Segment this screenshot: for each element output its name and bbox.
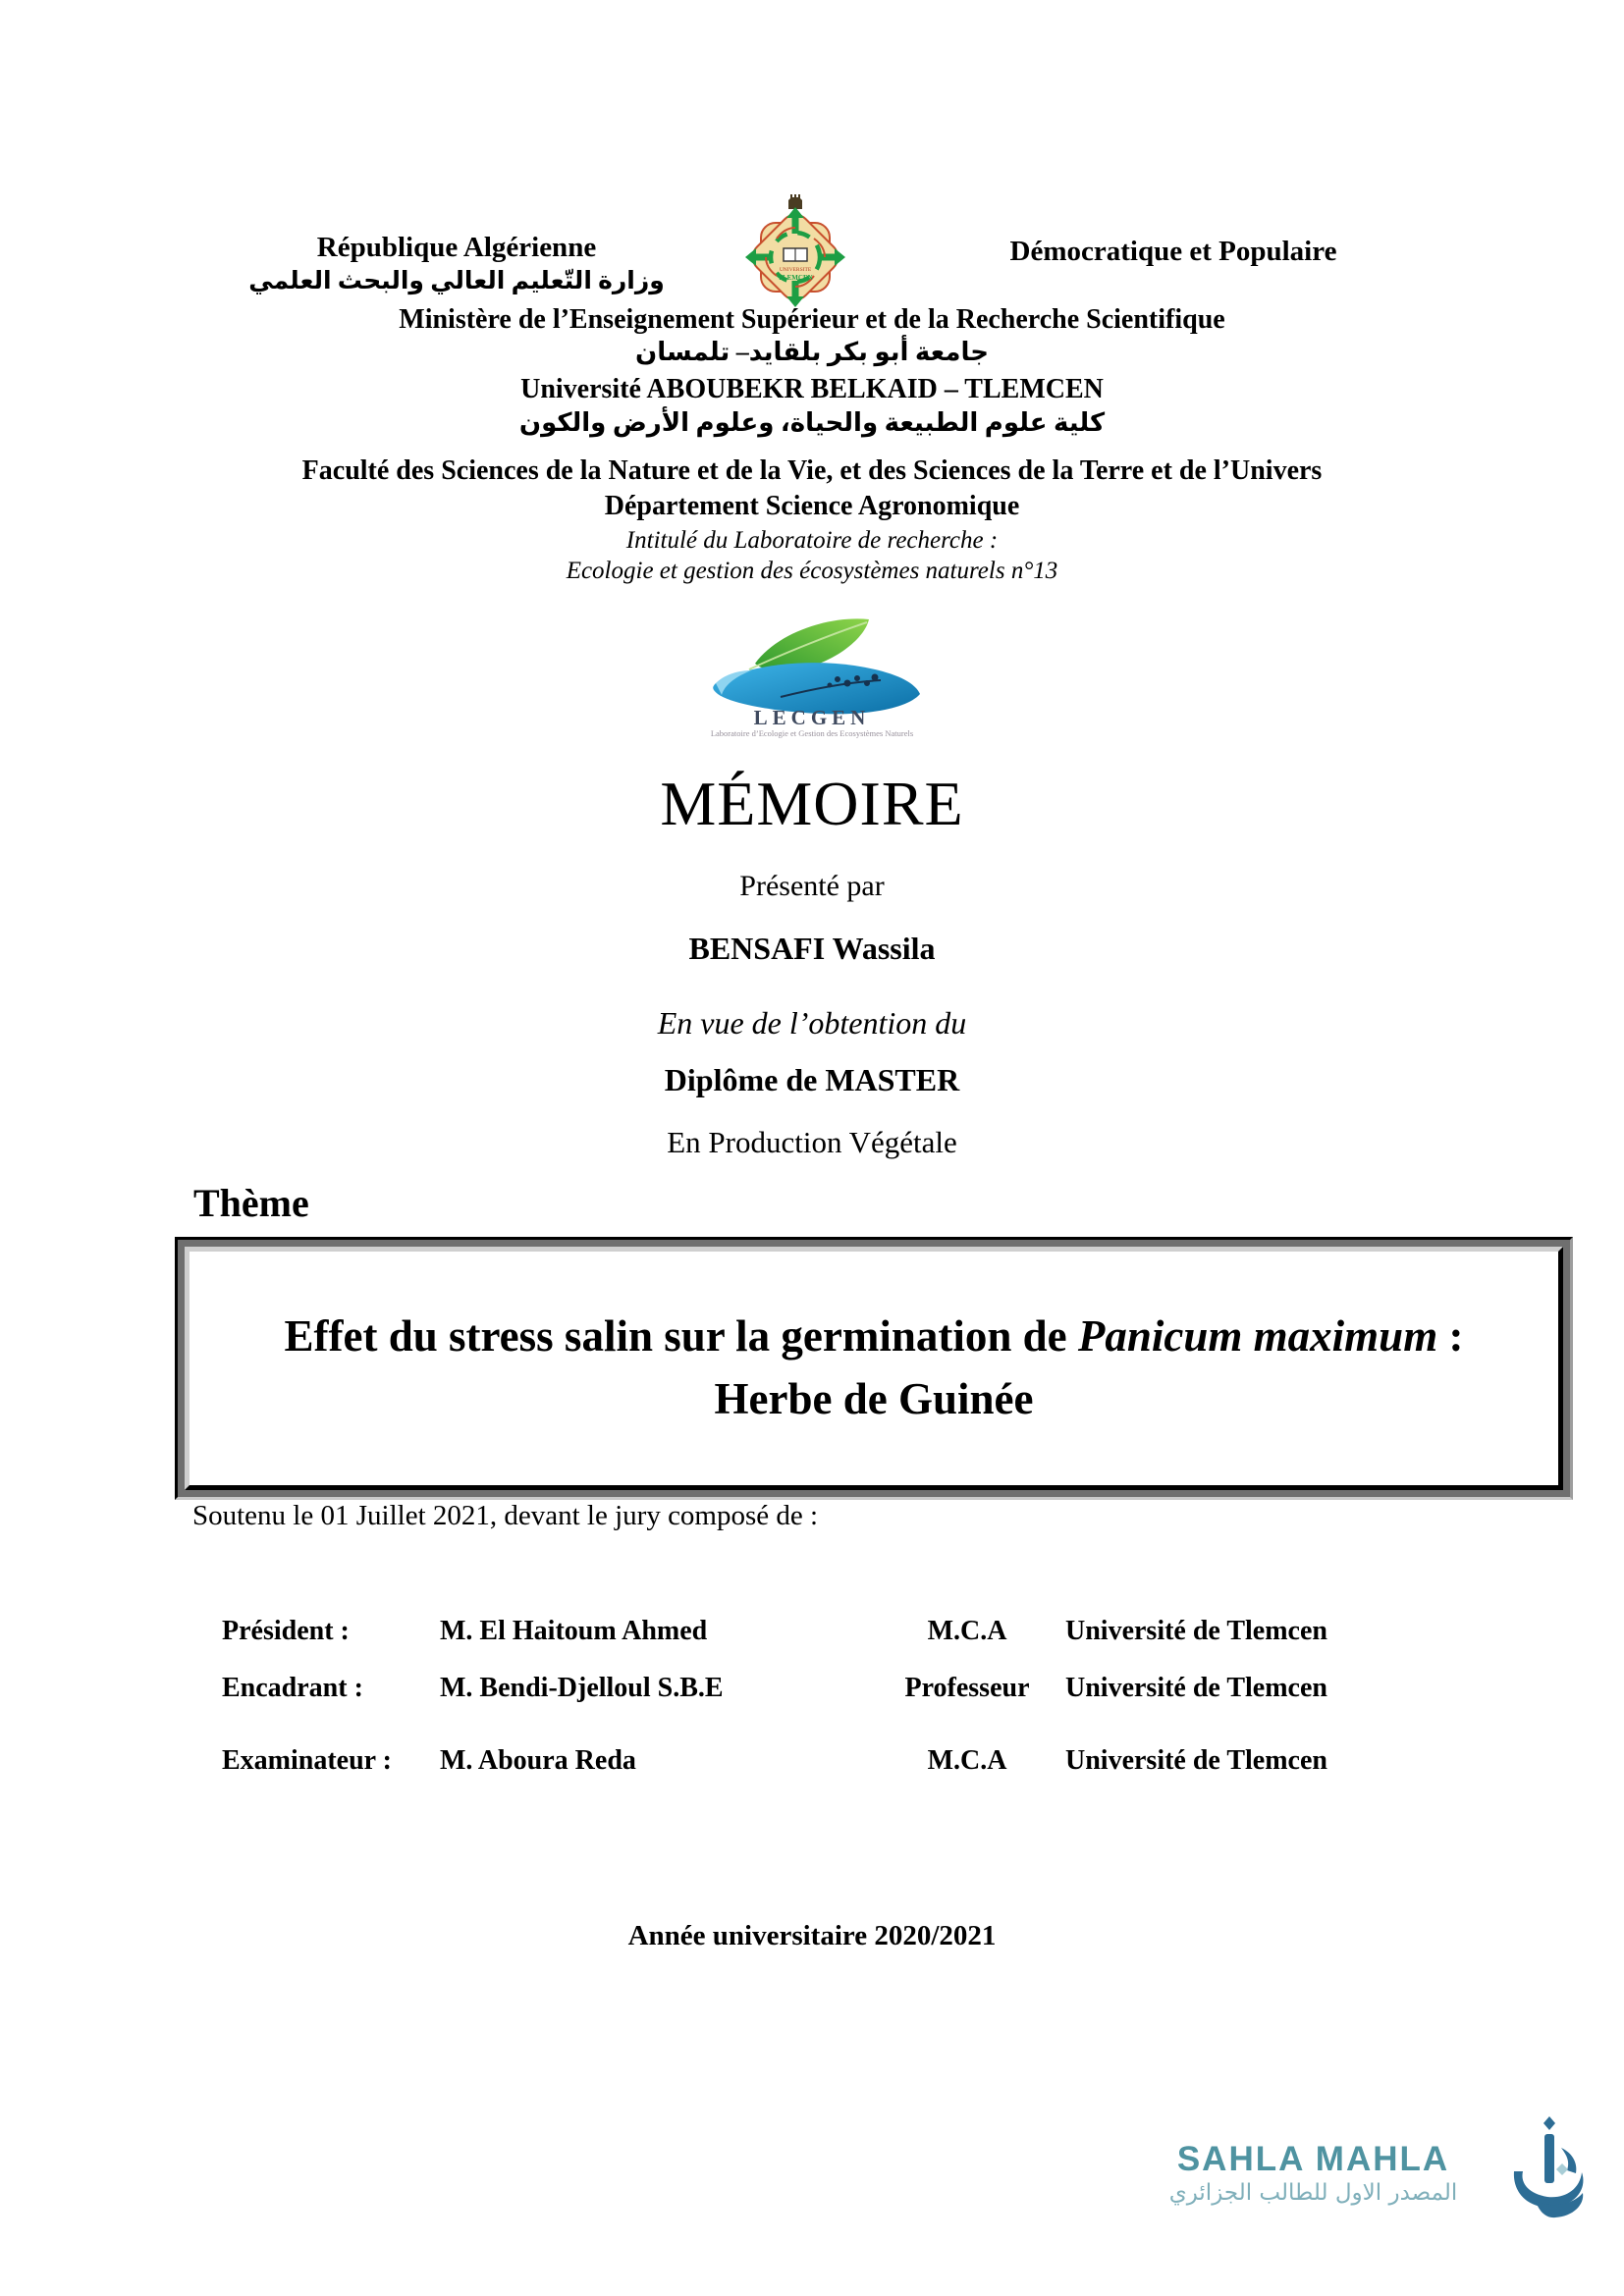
jury-name: M. El Haitoum Ahmed — [440, 1616, 708, 1646]
ministere-line: Ministère de l’Enseignement Supérieur et de la Recherche Scientifique — [399, 304, 1225, 335]
theme-box-inner — [185, 1247, 1563, 1490]
lecgen-lab-logo — [665, 611, 959, 740]
academic-year: Année universitaire 2020/2021 — [627, 1920, 997, 1951]
jury-row-encadrant — [222, 1673, 1489, 1704]
species-name: Panicum maximum — [1077, 1311, 1438, 1362]
degree-line: Diplôme de MASTER — [664, 1062, 960, 1097]
lab-name-line: Ecologie et gestion des écosystèmes naturels n°13 — [566, 558, 1058, 584]
author-name: BENSAFI Wassila — [688, 931, 936, 966]
faculty-line-arabic: كلية علوم الطبيعة والحياة، وعلوم الأرض والكون — [518, 408, 1106, 437]
jury-grade: M.C.A — [927, 1745, 1007, 1776]
university-line: Université ABOUBEKR BELKAID – TLEMCEN — [520, 374, 1104, 404]
jury-row-examinateur — [222, 1745, 1489, 1777]
sahla-mahla-calligraphy-icon — [1506, 2114, 1587, 2220]
jury-row-president — [222, 1616, 1489, 1647]
theme-label: Thème — [193, 1181, 309, 1225]
jury-role: Examinateur : — [222, 1745, 392, 1776]
jury-affiliation: Université de Tlemcen — [1065, 1745, 1327, 1776]
department-line: Département Science Agronomique — [604, 491, 1020, 521]
lab-intitule-line: Intitulé du Laboratoire de recherche : — [625, 527, 999, 554]
lecgen-tagline: Laboratoire d’Ecologie et Gestion des Ecosystèmes Naturels — [710, 728, 914, 738]
brand-tagline-arabic: المصدر الاول للطالب الجزائري — [1168, 2180, 1458, 2206]
emblem-text-tlemcen: TLEMCEN — [778, 274, 813, 282]
sahla-mahla-brand — [1119, 2140, 1507, 2206]
university-line-arabic: جامعة أبو بكر بلقايد– تلمسان — [635, 338, 989, 366]
brand-name: SAHLA MAHLA — [1176, 2140, 1450, 2178]
jury-affiliation: Université de Tlemcen — [1065, 1673, 1327, 1703]
thesis-title-line1: Effet du stress salin sur la germination de Panicum maximum : — [284, 1311, 1464, 1362]
jury-grade: M.C.A — [927, 1616, 1007, 1646]
memoire-title: MÉMOIRE — [660, 769, 964, 838]
defense-intro: Soutenu le 01 Juillet 2021, devant le jury composé de : — [192, 1500, 819, 1531]
thesis-title-line2: Herbe de Guinée — [714, 1374, 1034, 1423]
jury-role: Encadrant : — [222, 1673, 363, 1703]
ministry-line-arabic: وزارة التّعليم العالي والبحث العلمي — [248, 268, 665, 294]
university-tlemcen-emblem-icon — [722, 192, 869, 312]
jury-affiliation: Université de Tlemcen — [1065, 1616, 1327, 1646]
jury-role: Président : — [222, 1616, 350, 1646]
specialty-line: En Production Végétale — [667, 1125, 957, 1159]
democratic-line: Démocratique et Populaire — [1009, 236, 1337, 267]
header-left-block — [245, 232, 668, 295]
lecgen-acronym: LECGEN — [753, 706, 871, 729]
thesis-title-text: Effet du stress salin sur la germination de — [284, 1311, 1078, 1362]
emblem-text-universite: UNIVERSITE — [779, 267, 812, 273]
purpose-line: En vue de l’obtention du — [657, 1005, 967, 1041]
jury-name: M. Bendi-Djelloul S.B.E — [440, 1673, 724, 1703]
presented-by-line: Présenté par — [739, 870, 885, 902]
theme-box — [175, 1237, 1573, 1500]
republic-line: République Algérienne — [316, 232, 597, 263]
jury-grade: Professeur — [904, 1673, 1030, 1703]
faculty-line: Faculté des Sciences de la Nature et de la Vie, et des Sciences de la Terre et de l’Univers — [301, 455, 1323, 486]
jury-name: M. Aboura Reda — [440, 1745, 636, 1776]
